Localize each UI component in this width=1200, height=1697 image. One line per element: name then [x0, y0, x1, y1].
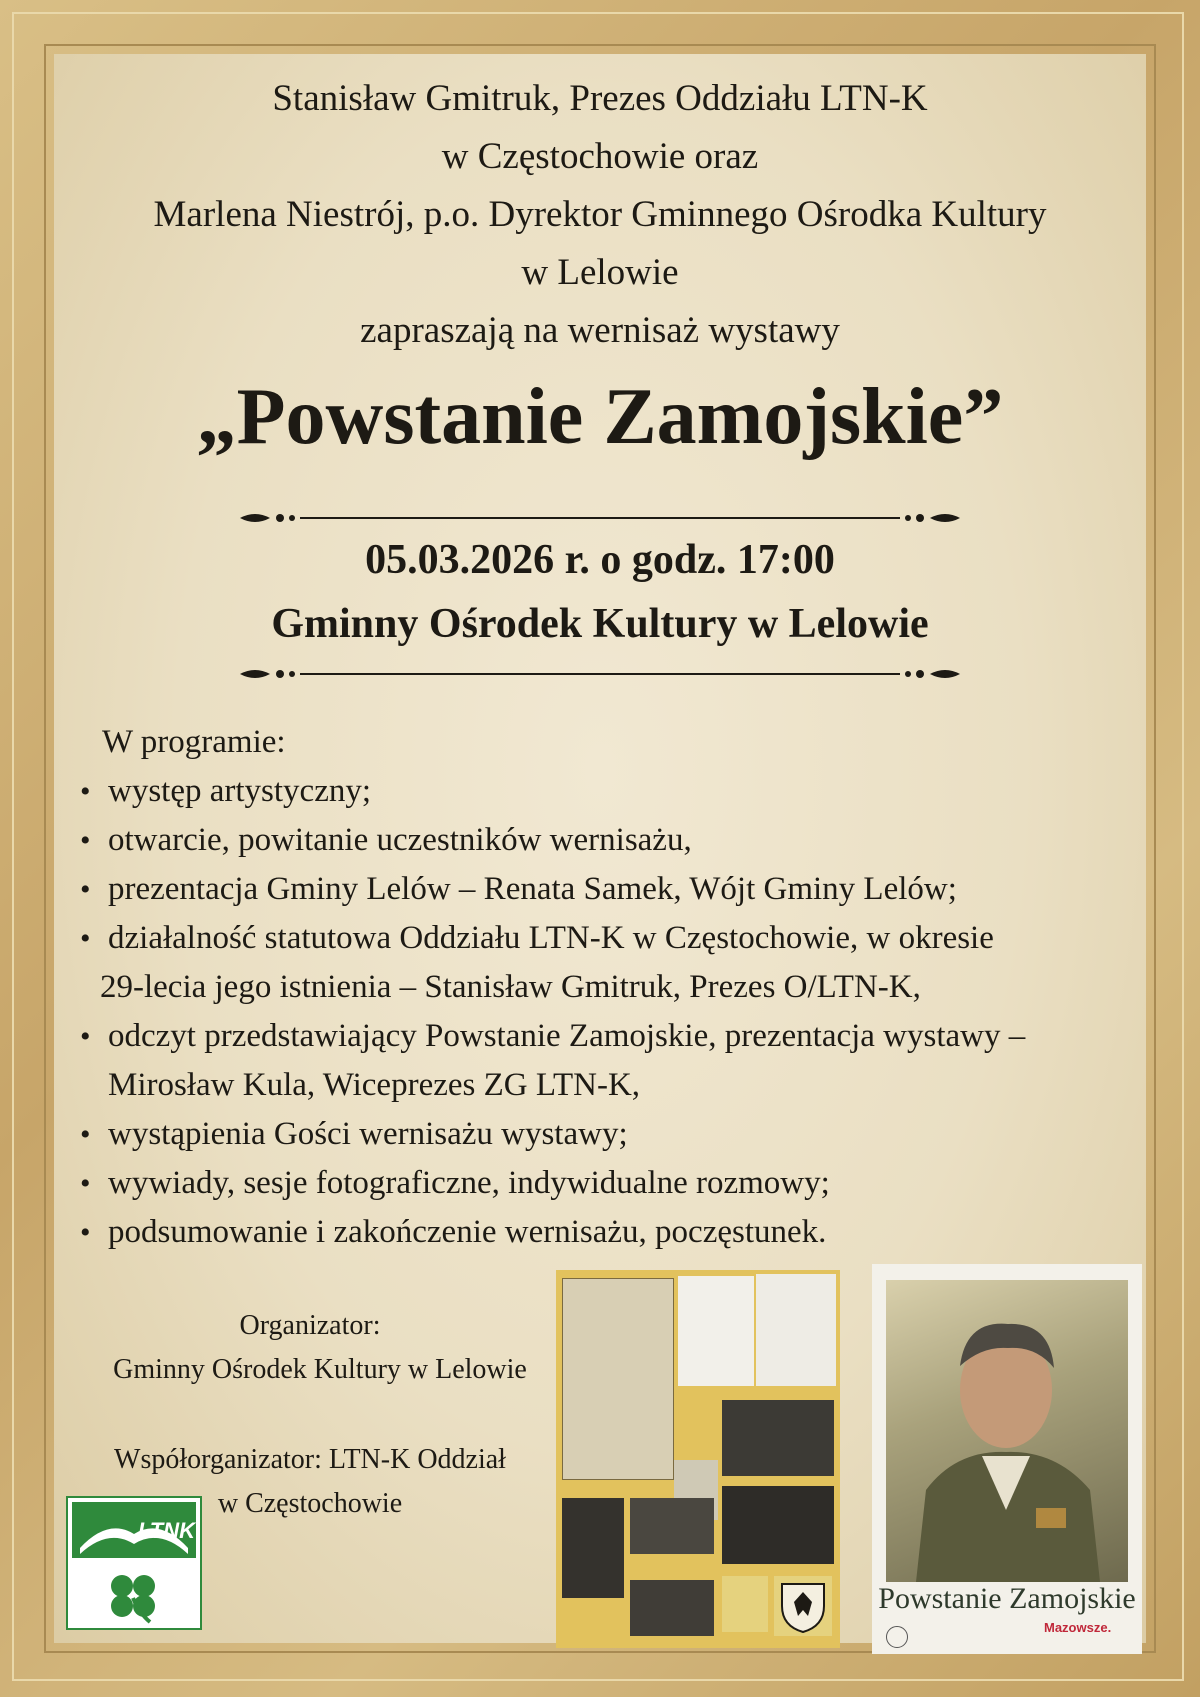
- co-organizer-city: w Częstochowie: [217, 1488, 403, 1519]
- portrait-caption: Powstanie Zamojskie: [878, 1582, 1136, 1615]
- program-item: • wystąpienia Gości wernisażu wystawy;: [80, 1110, 1120, 1159]
- collage-photo: [722, 1400, 834, 1476]
- program-item: • odczyt przedstawiający Powstanie Zamojskie, prezentacja wystawy –: [80, 1012, 1120, 1061]
- collage-photo: [630, 1498, 714, 1554]
- intro-line-5: zapraszają na wernisaż wystawy: [360, 310, 840, 351]
- intro-line-1: Stanisław Gmitruk, Prezes Oddziału LTN-K: [272, 78, 928, 119]
- program-item: • otwarcie, powitanie uczestników wernisażu,: [80, 816, 1120, 865]
- organizer-name: Gminny Ośrodek Kultury w Lelowie: [113, 1354, 527, 1385]
- collage-document: [756, 1274, 836, 1386]
- program-list: [80, 767, 1120, 1257]
- ltnk-logo-graphic: [68, 1498, 200, 1628]
- ornament-divider-top: [240, 508, 960, 528]
- collage-text-panel: [562, 1278, 674, 1480]
- clover-icon: [111, 1575, 155, 1622]
- intro-line-3: Marlena Niestrój, p.o. Dyrektor Gminnego Ośrodka Kultury: [153, 194, 1047, 235]
- museum-logo-icon: [886, 1626, 908, 1648]
- co-organizer-label: Współorganizator: LTN-K Oddział: [114, 1444, 506, 1475]
- portrait-painting: [886, 1280, 1128, 1582]
- eagle-emblem-icon: [774, 1576, 832, 1636]
- program-item: • prezentacja Gminy Lelów – Renata Samek, Wójt Gminy Lelów;: [80, 865, 1120, 914]
- collage-document: [678, 1276, 754, 1386]
- collage-photo: [562, 1498, 624, 1598]
- exhibition-title: „Powstanie Zamojskie”: [196, 373, 1004, 461]
- program-item: • występ artystyczny;: [80, 767, 1120, 816]
- program-item: • działalność statutowa Oddziału LTN-K w Częstochowie, w okresie: [80, 914, 1120, 963]
- ltnk-logo: [66, 1496, 202, 1630]
- event-date-time: 05.03.2026 r. o godz. 17:00: [365, 537, 835, 583]
- event-venue: Gminny Ośrodek Kultury w Lelowie: [271, 601, 929, 647]
- program-item-continuation: 29-lecia jego istnienia – Stanisław Gmitruk, Prezes O/LTN-K,: [100, 969, 921, 1005]
- organizer-label: Organizator:: [239, 1310, 381, 1341]
- intro-line-2: w Częstochowie oraz: [441, 136, 759, 177]
- program-item-continuation: Mirosław Kula, Wiceprezes ZG LTN-K,: [108, 1067, 641, 1103]
- collage-photo: [630, 1580, 714, 1636]
- collage-photo: [722, 1486, 834, 1564]
- officer-portrait-icon: [886, 1280, 1128, 1582]
- portrait-poster: [872, 1264, 1142, 1654]
- program-item: • wywiady, sesje fotograficzne, indywidualne rozmowy;: [80, 1159, 1120, 1208]
- ornament-divider-bottom: [240, 664, 960, 684]
- collage-badge: [722, 1576, 768, 1632]
- ltnk-logo-text: LTNK: [138, 1518, 196, 1543]
- program-section: [80, 718, 1120, 1257]
- program-heading: W programie:: [102, 724, 286, 760]
- mazowsze-logo: Mazowsze.: [1044, 1620, 1112, 1635]
- exhibition-collage-image: [556, 1270, 840, 1648]
- intro-line-4: w Lelowie: [521, 252, 679, 293]
- program-item: • podsumowanie i zakończenie wernisażu, poczęstunek.: [80, 1208, 1120, 1257]
